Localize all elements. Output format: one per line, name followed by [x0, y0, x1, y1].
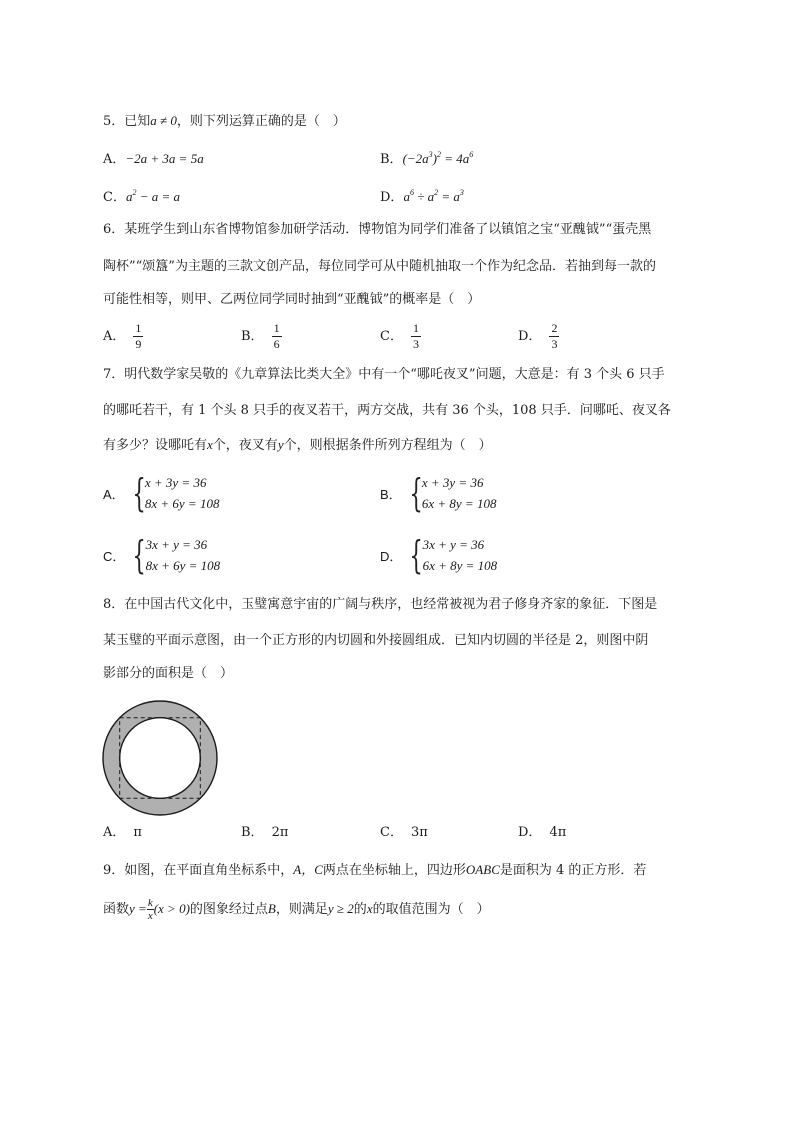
- q6-line-3: 可能性相等，则甲、乙两位同学同时抽到“亚醜钺”的概率是（ ）: [103, 292, 481, 307]
- equation: 8x + 6y = 108: [144, 496, 220, 511]
- q5-option-b: [380, 150, 473, 169]
- equation-system: [145, 472, 220, 514]
- equation: 3x + y = 36: [145, 537, 208, 552]
- option-value: π: [133, 825, 142, 840]
- q6-line-1: 6．某班学生到山东省博物馆参加研学活动．博物馆为同学们准备了以镇馆之宝“亚醜钺”“蛋壳黑: [103, 222, 652, 237]
- q7-line-1: 7．明代数学家吴敬的《九章算法比类大全》中有一个“哪吒夜叉”问题，大意是：有 3 个头 6 只手: [103, 367, 665, 382]
- option-label: C．: [380, 825, 403, 840]
- option-label: A．: [103, 486, 125, 502]
- q6-option-d: [518, 321, 559, 352]
- q5-stem: [103, 112, 346, 131]
- exponent: 2: [132, 188, 137, 197]
- expr-part: a: [403, 189, 410, 204]
- expr-part: = 4a: [441, 151, 470, 166]
- expr-part: ÷ a: [413, 189, 435, 204]
- q5-option-c: [103, 188, 180, 207]
- option-value: 3π: [410, 825, 428, 840]
- text: ，则满足: [275, 902, 328, 917]
- brace-icon: {: [409, 471, 423, 515]
- equation: 6x + 8y = 108: [422, 558, 498, 573]
- option-label: D．: [518, 825, 542, 840]
- equation: 3x + y = 36: [422, 537, 485, 552]
- option-expr: −2a + 3a = 5a: [125, 151, 204, 166]
- text: 的取值范围为（ ）: [372, 902, 490, 917]
- text: 是面积为 4 的正方形．若: [499, 863, 647, 878]
- numerator: 1: [273, 321, 280, 335]
- option-value: 4π: [549, 825, 567, 840]
- option-label: D．: [380, 190, 404, 205]
- text: 两点在坐标轴上，四边形: [322, 863, 466, 878]
- condition: y ≥ 2: [327, 901, 354, 916]
- text: 个，则根据条件所列方程组为（ ）: [283, 438, 492, 453]
- text: 9．如图，在平面直角坐标系中，: [103, 863, 294, 878]
- expr-part: − a = a: [136, 189, 180, 204]
- option-label: B．: [241, 329, 264, 344]
- q6-option-c: [380, 321, 421, 352]
- q9-line-1: [103, 861, 646, 880]
- q8-option-c: [380, 824, 428, 842]
- numerator: k: [147, 897, 153, 909]
- points-a-c: A，C: [293, 862, 323, 877]
- equation-system: [146, 534, 221, 576]
- option-label: A．: [103, 825, 126, 840]
- q6-option-a: [103, 321, 143, 352]
- q8-line-2: 某玉璧的平面示意图，由一个正方形的内切圆和外接圆组成．已知内切圆的半径是 2，则图中阴: [103, 633, 649, 648]
- text: 函数: [103, 902, 130, 917]
- option-label: C．: [380, 329, 403, 344]
- fraction: [549, 321, 559, 352]
- denominator: x: [147, 910, 153, 922]
- variable-x: x: [366, 901, 373, 916]
- q8-option-a: [103, 824, 142, 842]
- expr-part: a: [125, 189, 133, 204]
- numerator: 2: [551, 321, 558, 335]
- numerator: 1: [135, 321, 142, 335]
- numerator: 1: [412, 321, 419, 335]
- q6-line-2: 陶杯”“颂簋”为主题的三款文创产品，每位同学可从中随机抽取一个作为纪念品．若抽到每一款的: [103, 259, 656, 274]
- q5-stem-text: 5．已知: [103, 114, 151, 129]
- point-b: B: [267, 901, 276, 916]
- q5-option-d: [380, 188, 464, 207]
- text: 的: [353, 902, 367, 917]
- text: 的图象经过点: [189, 902, 268, 917]
- q5-option-a: [103, 150, 204, 169]
- q8-option-d: [518, 824, 566, 842]
- brace-icon: {: [132, 533, 147, 577]
- expr-part: ): [432, 151, 438, 166]
- exponent: 2: [434, 188, 439, 197]
- q8-line-3: 影部分的面积是（ ）: [103, 666, 234, 681]
- q8-line-1: 8．在中国古代文化中，玉璧寓意宇宙的广阔与秩序，也经常被视为君子修身齐家的象征．下图是: [103, 597, 658, 612]
- fraction: [272, 321, 282, 352]
- q7-line-2: 的哪吒若干，有 1 个头 8 只手的夜叉若干，两方交战，共有 36 个头，108 只手．问哪吒、夜叉各: [103, 403, 671, 418]
- option-label: B．: [241, 825, 264, 840]
- text: 有多少？设哪吒有: [103, 438, 208, 453]
- q5-condition: a ≠ 0: [150, 113, 177, 128]
- equation-system: [422, 472, 497, 514]
- variable-x: x: [207, 437, 213, 452]
- option-label: A．: [103, 329, 126, 344]
- option-label: D．: [518, 329, 542, 344]
- q7-option-c: [103, 534, 220, 576]
- brace-icon: {: [132, 471, 146, 515]
- q7-option-b: [380, 472, 496, 514]
- inner-circle: [120, 718, 201, 799]
- equation: x + 3y = 36: [144, 475, 207, 490]
- equation: x + 3y = 36: [421, 475, 484, 490]
- function-lhs: y =: [129, 901, 147, 916]
- option-label: D．: [380, 548, 403, 564]
- option-label: C．: [103, 190, 126, 205]
- denominator: 3: [412, 337, 419, 351]
- exponent: 3: [428, 150, 433, 159]
- q7-option-a: [103, 472, 219, 514]
- option-label: C．: [103, 548, 126, 564]
- equation: 6x + 8y = 108: [421, 496, 497, 511]
- variable-y: y: [277, 437, 284, 452]
- function-domain: (x > 0): [153, 901, 190, 916]
- q6-option-b: [241, 321, 282, 352]
- fraction: [133, 321, 143, 352]
- q9-line-2: [103, 894, 490, 925]
- option-label: B．: [380, 152, 403, 167]
- q7-line-3: [103, 436, 492, 455]
- option-label: B．: [380, 486, 402, 502]
- q8-option-b: [241, 824, 288, 842]
- jade-disc-figure: [98, 696, 222, 820]
- equation-system: [423, 534, 498, 576]
- brace-icon: {: [409, 533, 424, 577]
- option-label: A．: [103, 152, 126, 167]
- expr-part: = a: [438, 189, 460, 204]
- denominator: 9: [135, 337, 142, 351]
- q7-option-d: [380, 534, 497, 576]
- exponent: 6: [469, 150, 474, 159]
- q5-stem-tail: ，则下列运算正确的是（ ）: [176, 114, 346, 129]
- option-value: 2π: [271, 825, 289, 840]
- quadrilateral-oabc: OABC: [465, 862, 500, 877]
- equation: 8x + 6y = 108: [145, 558, 221, 573]
- fraction: [147, 897, 154, 922]
- text: 个，夜叉有: [212, 438, 278, 453]
- exponent: 2: [437, 150, 442, 159]
- denominator: 3: [551, 337, 558, 351]
- expr-part: (−2a: [402, 151, 429, 166]
- exponent: 6: [409, 188, 414, 197]
- denominator: 6: [273, 337, 280, 351]
- fraction: [411, 321, 421, 352]
- exponent: 3: [459, 188, 464, 197]
